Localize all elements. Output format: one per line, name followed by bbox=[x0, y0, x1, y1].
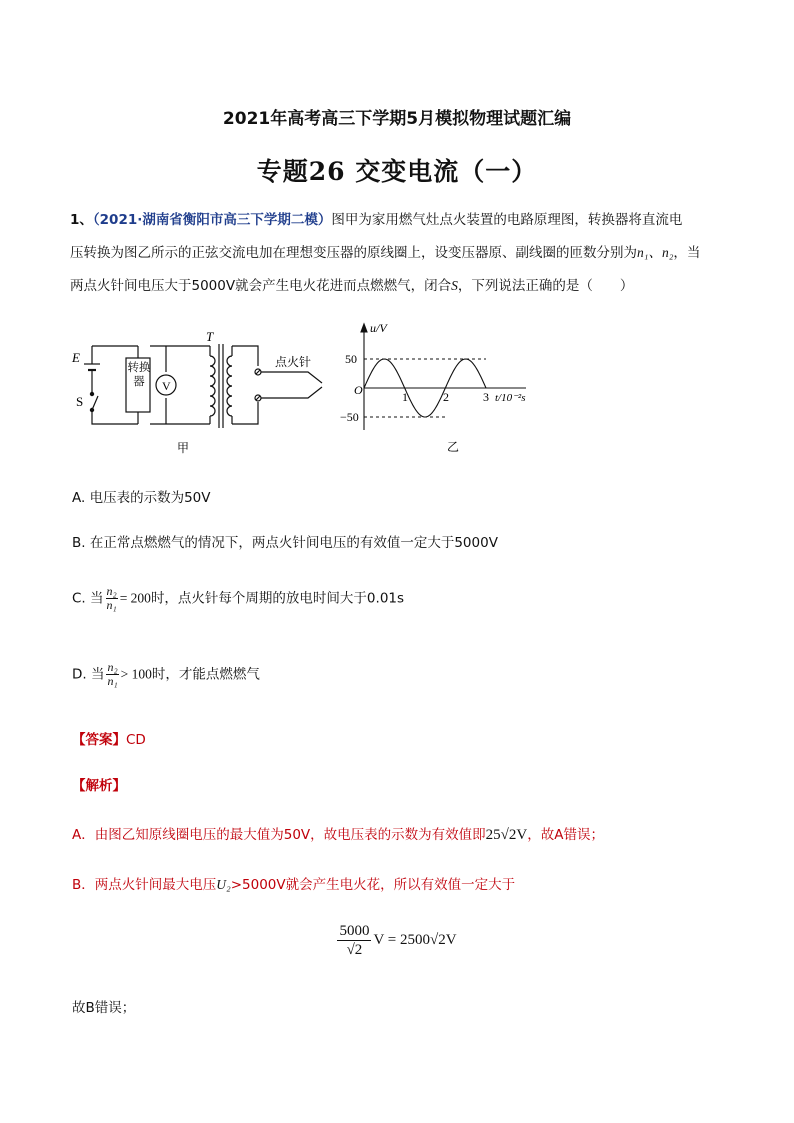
battery-label: E bbox=[72, 350, 80, 365]
option-c-prefix: C. 当 bbox=[72, 590, 104, 607]
x-tick-label-3: 3 bbox=[483, 390, 489, 404]
option-b: B. 在正常点燃燃气的情况下，两点火针间电压的有效值一定大于5000V bbox=[72, 535, 498, 551]
option-c-denominator: n₁ bbox=[106, 598, 117, 612]
switch-lever bbox=[92, 396, 98, 410]
analysis-a-text: A．由图乙知原线圈电压的最大值为50V，故电压表的示数为有效值即 bbox=[72, 827, 486, 843]
analysis-b-text: B．两点火针间最大电压 bbox=[72, 877, 217, 893]
page-title: 专题26 交变电流（一） bbox=[256, 157, 538, 186]
option-d-numerator: n₂ bbox=[107, 660, 118, 674]
secondary-coil bbox=[227, 356, 232, 416]
y-tick-label-neg50: −50 bbox=[340, 410, 359, 424]
analysis-heading bbox=[72, 774, 126, 794]
question-number: 1、 bbox=[70, 212, 93, 228]
igniter-label: 点火针 bbox=[275, 355, 312, 369]
y-axis-arrow bbox=[361, 324, 367, 332]
analysis-b-tail: >5000V就会产生电火花，所以有效值一定大于 bbox=[230, 877, 516, 893]
switch-variable: S bbox=[451, 278, 458, 293]
answer-label: 【答案】 bbox=[72, 732, 126, 748]
switch-contact-top bbox=[90, 392, 93, 395]
formula-numerator: 5000 bbox=[339, 923, 370, 939]
rms-formula bbox=[0, 922, 794, 959]
question-text-3: 两点火针间电压大于5000V就会产生电火花进而点燃燃气，闭合 bbox=[70, 278, 452, 294]
origin-label: O bbox=[354, 383, 363, 397]
circuit-diagram bbox=[70, 320, 360, 460]
option-d-relation: > 100 bbox=[120, 666, 152, 682]
question-text-2: 压转换为图乙所示的正弦交流电加在理想变压器的原线圈上，设变压器原、副线圈的匝数分别为 bbox=[70, 245, 637, 261]
option-c-suffix: 时，点火针每个周期的放电时间大于0.01s bbox=[150, 590, 405, 607]
formula-result: V = 2500√2V bbox=[373, 932, 457, 948]
analysis-b-conclusion: 故B错误； bbox=[72, 1000, 136, 1016]
formula-denominator: √2 bbox=[346, 942, 363, 958]
y-axis-label: u/V bbox=[370, 321, 387, 335]
option-d-fraction bbox=[106, 661, 118, 688]
analysis-b-variable: U₂ bbox=[216, 877, 231, 892]
option-d-denominator: n₁ bbox=[107, 674, 118, 688]
question-line-2 bbox=[70, 243, 730, 263]
voltage-time-graph bbox=[330, 318, 570, 458]
option-c-relation: = 200 bbox=[119, 590, 151, 606]
option-d-prefix: D. 当 bbox=[72, 666, 105, 683]
question-line-3 bbox=[70, 276, 730, 296]
analysis-label: 【解析】 bbox=[72, 778, 126, 794]
switch-label: S bbox=[76, 394, 84, 409]
voltmeter-label: V bbox=[162, 379, 171, 393]
x-axis-label: t/10⁻²s bbox=[495, 392, 526, 404]
analysis-a-tail: ，故A错误； bbox=[527, 827, 604, 843]
circuit-caption: 甲 bbox=[177, 441, 190, 455]
y-tick-label-50: 50 bbox=[345, 352, 357, 366]
igniter-needle-top bbox=[261, 372, 322, 383]
converter-label: 转换器 bbox=[127, 360, 151, 388]
question-text-1: 图甲为家用燃气灶点火装置的电路原理图，转换器将直流电 bbox=[331, 212, 683, 228]
option-d-suffix: 时，才能点燃燃气 bbox=[151, 666, 260, 683]
graph-caption: 乙 bbox=[447, 440, 460, 454]
formula-fraction bbox=[337, 922, 371, 959]
answer-line bbox=[72, 728, 146, 748]
question-text-3-tail: ，下列说法正确的是（ ） bbox=[457, 278, 634, 294]
option-c-numerator: n₂ bbox=[106, 584, 117, 598]
x-tick-label-1: 1 bbox=[402, 390, 408, 404]
collection-header: 2021年高考高三下学期5月模拟物理试题汇编 bbox=[222, 109, 572, 129]
analysis-a-math: 25√2V bbox=[485, 827, 528, 843]
answer-value: CD bbox=[126, 732, 146, 748]
option-d bbox=[72, 661, 260, 688]
x-tick-label-2: 2 bbox=[443, 390, 449, 404]
transformer-label: T bbox=[206, 329, 214, 344]
igniter-needle-bottom bbox=[261, 387, 322, 398]
turns-variables: n₁、n₂ bbox=[637, 245, 674, 260]
analysis-a bbox=[72, 823, 604, 844]
primary-coil bbox=[210, 356, 215, 416]
option-c bbox=[72, 585, 404, 612]
question-text-2-tail: ，当 bbox=[673, 245, 701, 261]
option-a: A. 电压表的示数为50V bbox=[72, 490, 211, 506]
option-c-fraction bbox=[106, 585, 118, 612]
question-line-1 bbox=[70, 210, 730, 230]
question-source: （2021·湖南省衡阳市高三下学期二模） bbox=[92, 212, 332, 228]
analysis-b bbox=[72, 873, 515, 893]
